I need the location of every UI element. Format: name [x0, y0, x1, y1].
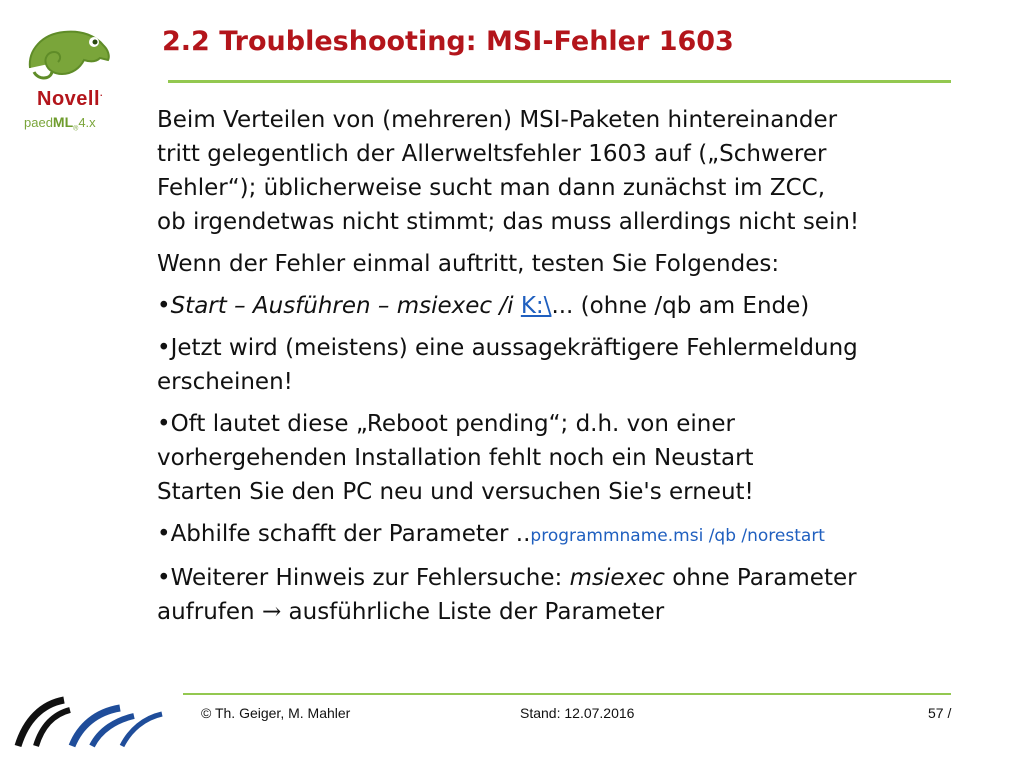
footer-page-number: 57 / [928, 705, 952, 721]
bullet-error-message: •Jetzt wird (meistens) eine aussagekräftigere Fehlermeldung erscheinen! [157, 335, 858, 395]
bullet-reboot-pending: •Oft lautet diese „Reboot pending“; d.h. von einer vorhergehenden Installation fehlt noch ein Neustart Starten Sie den PC neu und versuchen Sie's erneut! [157, 411, 754, 505]
test-intro: Wenn der Fehler einmal auftritt, testen Sie Folgendes: [157, 251, 780, 277]
footer-divider [183, 693, 951, 695]
paedml-wordmark: paedML$_®$4.x [24, 114, 96, 133]
novell-wordmark: Novell. [37, 88, 104, 110]
drive-link[interactable]: K:\ [520, 293, 552, 319]
bullet-parameter: •Abhilfe schafft der Parameter ..programmname.msi /qb /norestart [157, 521, 825, 547]
chameleon-icon [24, 22, 116, 86]
footer-date: Stand: 12.07.2016 [520, 705, 635, 721]
footer-copyright: © Th. Geiger, M. Mahler [201, 705, 351, 721]
slide-title: 2.2 Troubleshooting: MSI-Fehler 1603 [162, 26, 734, 57]
parameter-code: programmname.msi /qb /norestart [530, 526, 825, 546]
bullet-hint: •Weiterer Hinweis zur Fehlersuche: msiexec ohne Parameter aufrufen → ausführliche Liste der Parameter [157, 565, 857, 625]
bullet-start-run: •Start – Ausführen – msiexec /i K:\... (ohne /qb am Ende) [157, 293, 810, 319]
logo-block [10, 18, 130, 138]
slide-body [157, 103, 977, 637]
bridge-arcs-icon [12, 690, 172, 754]
arrow-icon: → [261, 599, 282, 625]
title-divider [168, 80, 951, 83]
intro-paragraph: Beim Verteilen von (mehreren) MSI-Paketen hintereinander tritt gelegentlich der Allerweltsfehler 1603 auf („Schwerer Fehler“); üblicherweise sucht man dann zunächst im ZCC, ob irgendetwas nicht stimmt; das muss allerdings nicht sein! [157, 107, 860, 235]
